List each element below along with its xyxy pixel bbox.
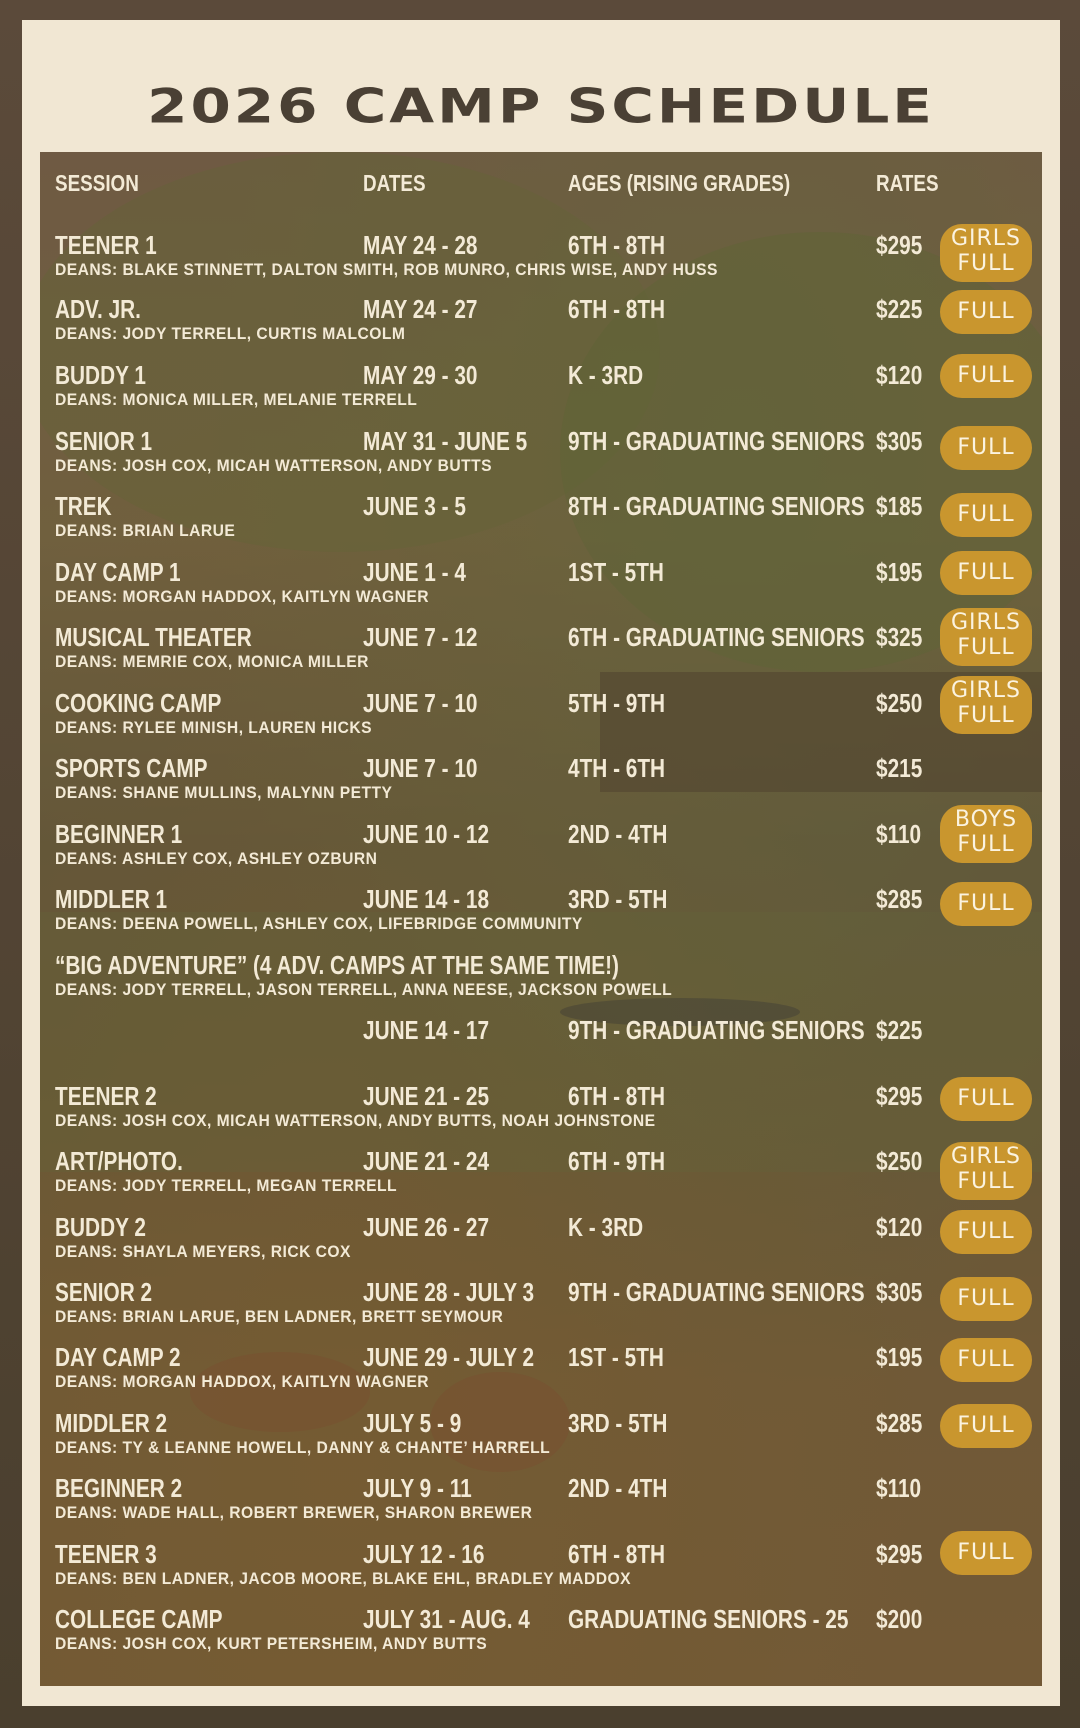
- table-row: [40, 610, 1042, 686]
- full-status-badge: [940, 1531, 1032, 1575]
- session-deans: DEANS: JOSH COX, KURT PETERSHEIM, ANDY BUTTS: [55, 1634, 488, 1653]
- session-name: DAY CAMP 2: [55, 1342, 181, 1372]
- session-ages: K - 3RD: [568, 360, 644, 390]
- session-name: DAY CAMP 1: [55, 557, 181, 587]
- full-status-badge: [940, 1142, 1032, 1200]
- session-deans: DEANS: ASHLEY COX, ASHLEY OZBURN: [55, 849, 378, 868]
- session-deans: DEANS: JOSH COX, MICAH WATTERSON, ANDY BUTTS, NOAH JOHNSTONE: [55, 1111, 656, 1130]
- session-dates: JULY 12 - 16: [363, 1539, 485, 1569]
- badge-line: FULL: [957, 1286, 1015, 1311]
- session-deans: DEANS: MORGAN HADDOX, KAITLYN WAGNER: [55, 587, 429, 606]
- session-rate: $295: [876, 1539, 923, 1569]
- badge-line: FULL: [957, 560, 1015, 585]
- badge-line: FULL: [957, 703, 1015, 728]
- session-deans: DEANS: DEENA POWELL, ASHLEY COX, LIFEBRIDGE COMMUNITY: [55, 914, 583, 933]
- session-dates: JUNE 1 - 4: [363, 557, 466, 587]
- full-status-badge: [940, 1338, 1032, 1382]
- full-status-badge: [940, 1277, 1032, 1321]
- session-rate: $250: [876, 688, 923, 718]
- session-ages: 9TH - GRADUATING SENIORS: [568, 1015, 865, 1045]
- session-deans: DEANS: JODY TERRELL, CURTIS MALCOLM: [55, 324, 406, 343]
- badge-line: BOYS: [954, 807, 1018, 832]
- badge-line: GIRLS: [950, 610, 1022, 635]
- full-status-badge: [940, 608, 1032, 666]
- header-rates: RATES: [876, 170, 939, 196]
- badge-line: GIRLS: [950, 678, 1022, 703]
- badge-line: FULL: [957, 363, 1015, 388]
- session-ages: 5TH - 9TH: [568, 688, 666, 718]
- session-rate: $215: [876, 753, 923, 783]
- table-row: [40, 491, 1042, 555]
- table-row: [40, 884, 1042, 948]
- session-dates: MAY 31 - JUNE 5: [363, 426, 528, 456]
- session-deans: DEANS: JODY TERRELL, JASON TERRELL, ANNA NEESE, JACKSON POWELL: [55, 980, 673, 999]
- badge-line: FULL: [957, 1413, 1015, 1438]
- session-ages: 6TH - 8TH: [568, 294, 666, 324]
- table-row: [40, 1539, 1042, 1603]
- session-dates: JULY 9 - 11: [363, 1473, 472, 1503]
- session-name: TEENER 2: [55, 1081, 157, 1111]
- session-ages: 3RD - 5TH: [568, 1408, 668, 1438]
- session-deans: DEANS: BEN LADNER, JACOB MOORE, BLAKE EHL, BRADLEY MADDOX: [55, 1569, 631, 1588]
- session-dates: MAY 24 - 27: [363, 294, 478, 324]
- session-name: BUDDY 2: [55, 1212, 146, 1242]
- session-dates: JUNE 21 - 25: [363, 1081, 490, 1111]
- table-row: [40, 1212, 1042, 1276]
- session-name: “BIG ADVENTURE” (4 ADV. CAMPS AT THE SAME TIME!): [55, 950, 619, 980]
- session-ages: 9TH - GRADUATING SENIORS: [568, 1277, 865, 1307]
- badge-line: GIRLS: [950, 226, 1022, 251]
- full-status-badge: [940, 224, 1032, 282]
- session-ages: 6TH - GRADUATING SENIORS: [568, 622, 865, 652]
- full-status-badge: [940, 676, 1032, 734]
- session-name: COLLEGE CAMP: [55, 1604, 223, 1634]
- session-name: ADV. JR.: [55, 294, 141, 324]
- table-row: [40, 1277, 1042, 1341]
- session-name: MUSICAL THEATER: [55, 622, 252, 652]
- table-row: [40, 1408, 1042, 1472]
- session-name: COOKING CAMP: [55, 688, 222, 718]
- badge-line: FULL: [957, 1086, 1015, 1111]
- session-deans: DEANS: JODY TERRELL, MEGAN TERRELL: [55, 1176, 398, 1195]
- session-dates: MAY 24 - 28: [363, 230, 478, 260]
- table-row: [40, 753, 1042, 817]
- camp-background-photo: [40, 152, 1042, 1686]
- session-ages: 3RD - 5TH: [568, 884, 668, 914]
- schedule-table: [40, 152, 1042, 1686]
- session-rate: $295: [876, 1081, 923, 1111]
- session-dates: JUNE 14 - 18: [363, 884, 490, 914]
- table-row: [40, 807, 1042, 883]
- session-rate: $325: [876, 622, 923, 652]
- session-dates: JUNE 29 - JULY 2: [363, 1342, 535, 1372]
- table-row: [40, 1015, 1042, 1079]
- session-rate: $185: [876, 491, 923, 521]
- table-row: [40, 678, 1042, 752]
- session-deans: DEANS: MORGAN HADDOX, KAITLYN WAGNER: [55, 1372, 429, 1391]
- session-dates: JUNE 7 - 10: [363, 688, 478, 718]
- table-row: [40, 226, 1042, 294]
- table-row: [40, 1342, 1042, 1406]
- session-rate: $225: [876, 1015, 923, 1045]
- session-deans: DEANS: MEMRIE COX, MONICA MILLER: [55, 652, 369, 671]
- session-deans: DEANS: SHAYLA MEYERS, RICK COX: [55, 1242, 351, 1261]
- session-ages: 1ST - 5TH: [568, 557, 664, 587]
- session-ages: 6TH - 9TH: [568, 1146, 666, 1176]
- session-ages: 2ND - 4TH: [568, 819, 668, 849]
- table-row: [40, 1604, 1042, 1668]
- session-ages: 6TH - 8TH: [568, 1539, 666, 1569]
- session-rate: $305: [876, 426, 923, 456]
- session-ages: 9TH - GRADUATING SENIORS: [568, 426, 865, 456]
- session-name: BEGINNER 2: [55, 1473, 183, 1503]
- session-rate: $110: [876, 819, 922, 849]
- table-row: [40, 950, 1042, 1014]
- badge-line: GIRLS: [950, 1144, 1022, 1169]
- session-name: BUDDY 1: [55, 360, 146, 390]
- session-dates: JUNE 7 - 12: [363, 622, 478, 652]
- table-row: [40, 1081, 1042, 1145]
- session-deans: DEANS: RYLEE MINISH, LAUREN HICKS: [55, 718, 372, 737]
- badge-line: FULL: [957, 502, 1015, 527]
- session-name: MIDDLER 1: [55, 884, 168, 914]
- table-row: [40, 557, 1042, 621]
- badge-line: FULL: [957, 299, 1015, 324]
- full-status-badge: [940, 290, 1032, 334]
- session-deans: DEANS: TY & LEANNE HOWELL, DANNY & CHANTE’ HARRELL: [55, 1438, 551, 1457]
- header-dates: DATES: [363, 170, 426, 196]
- badge-line: FULL: [957, 1169, 1015, 1194]
- table-row: [40, 360, 1042, 424]
- session-dates: JUNE 10 - 12: [363, 819, 490, 849]
- session-deans: DEANS: MONICA MILLER, MELANIE TERRELL: [55, 390, 418, 409]
- full-status-badge: [940, 493, 1032, 537]
- session-rate: $195: [876, 1342, 923, 1372]
- full-status-badge: [940, 882, 1032, 926]
- session-dates: MAY 29 - 30: [363, 360, 478, 390]
- session-ages: 2ND - 4TH: [568, 1473, 668, 1503]
- session-rate: $285: [876, 884, 923, 914]
- session-rate: $120: [876, 360, 923, 390]
- full-status-badge: [940, 805, 1032, 863]
- session-deans: DEANS: JOSH COX, MICAH WATTERSON, ANDY BUTTS: [55, 456, 493, 475]
- session-deans: DEANS: SHANE MULLINS, MALYNN PETTY: [55, 783, 393, 802]
- session-name: SENIOR 2: [55, 1277, 153, 1307]
- session-name: TREK: [55, 491, 112, 521]
- header-ages: AGES (RISING GRADES): [568, 170, 791, 196]
- session-name: TEENER 3: [55, 1539, 157, 1569]
- session-rate: $225: [876, 294, 923, 324]
- session-dates: JUNE 7 - 10: [363, 753, 478, 783]
- badge-line: FULL: [957, 1540, 1015, 1565]
- session-rate: $295: [876, 230, 923, 260]
- badge-line: FULL: [957, 832, 1015, 857]
- table-row: [40, 294, 1042, 358]
- badge-line: FULL: [957, 435, 1015, 460]
- page-title: 2026 CAMP SCHEDULE: [147, 78, 935, 134]
- session-dates: JUNE 3 - 5: [363, 491, 466, 521]
- session-deans: DEANS: BRIAN LARUE: [55, 521, 236, 540]
- full-status-badge: [940, 1404, 1032, 1448]
- session-dates: JUNE 21 - 24: [363, 1146, 490, 1176]
- session-rate: $110: [876, 1473, 922, 1503]
- session-ages: GRADUATING SENIORS - 25: [568, 1604, 849, 1634]
- session-dates: JULY 5 - 9: [363, 1408, 462, 1438]
- badge-line: FULL: [957, 891, 1015, 916]
- session-rate: $195: [876, 557, 923, 587]
- session-ages: K - 3RD: [568, 1212, 644, 1242]
- badge-line: FULL: [957, 1347, 1015, 1372]
- session-deans: DEANS: BRIAN LARUE, BEN LADNER, BRETT SEYMOUR: [55, 1307, 504, 1326]
- session-name: MIDDLER 2: [55, 1408, 168, 1438]
- session-dates: JULY 31 - AUG. 4: [363, 1604, 530, 1634]
- session-dates: JUNE 28 - JULY 3: [363, 1277, 535, 1307]
- session-name: TEENER 1: [55, 230, 157, 260]
- session-name: ART/PHOTO.: [55, 1146, 183, 1176]
- full-status-badge: [940, 426, 1032, 470]
- session-name: SENIOR 1: [55, 426, 153, 456]
- full-status-badge: [940, 354, 1032, 398]
- session-ages: 1ST - 5TH: [568, 1342, 664, 1372]
- session-ages: 4TH - 6TH: [568, 753, 666, 783]
- full-status-badge: [940, 551, 1032, 595]
- table-row: [40, 1473, 1042, 1537]
- badge-line: FULL: [957, 1219, 1015, 1244]
- session-rate: $200: [876, 1604, 923, 1634]
- full-status-badge: [940, 1210, 1032, 1254]
- session-rate: $250: [876, 1146, 923, 1176]
- badge-line: FULL: [957, 251, 1015, 276]
- session-rate: $120: [876, 1212, 923, 1242]
- session-deans: DEANS: WADE HALL, ROBERT BREWER, SHARON BREWER: [55, 1503, 533, 1522]
- table-row: [40, 426, 1042, 490]
- session-ages: 8TH - GRADUATING SENIORS: [568, 491, 865, 521]
- session-name: BEGINNER 1: [55, 819, 183, 849]
- session-name: SPORTS CAMP: [55, 753, 208, 783]
- header-session: SESSION: [55, 170, 139, 196]
- session-dates: JUNE 14 - 17: [363, 1015, 490, 1045]
- session-ages: 6TH - 8TH: [568, 1081, 666, 1111]
- session-ages: 6TH - 8TH: [568, 230, 666, 260]
- session-rate: $285: [876, 1408, 923, 1438]
- session-dates: JUNE 26 - 27: [363, 1212, 490, 1242]
- session-deans: DEANS: BLAKE STINNETT, DALTON SMITH, ROB MUNRO, CHRIS WISE, ANDY HUSS: [55, 260, 718, 279]
- table-row: [40, 1146, 1042, 1210]
- full-status-badge: [940, 1077, 1032, 1121]
- badge-line: FULL: [957, 635, 1015, 660]
- session-rate: $305: [876, 1277, 923, 1307]
